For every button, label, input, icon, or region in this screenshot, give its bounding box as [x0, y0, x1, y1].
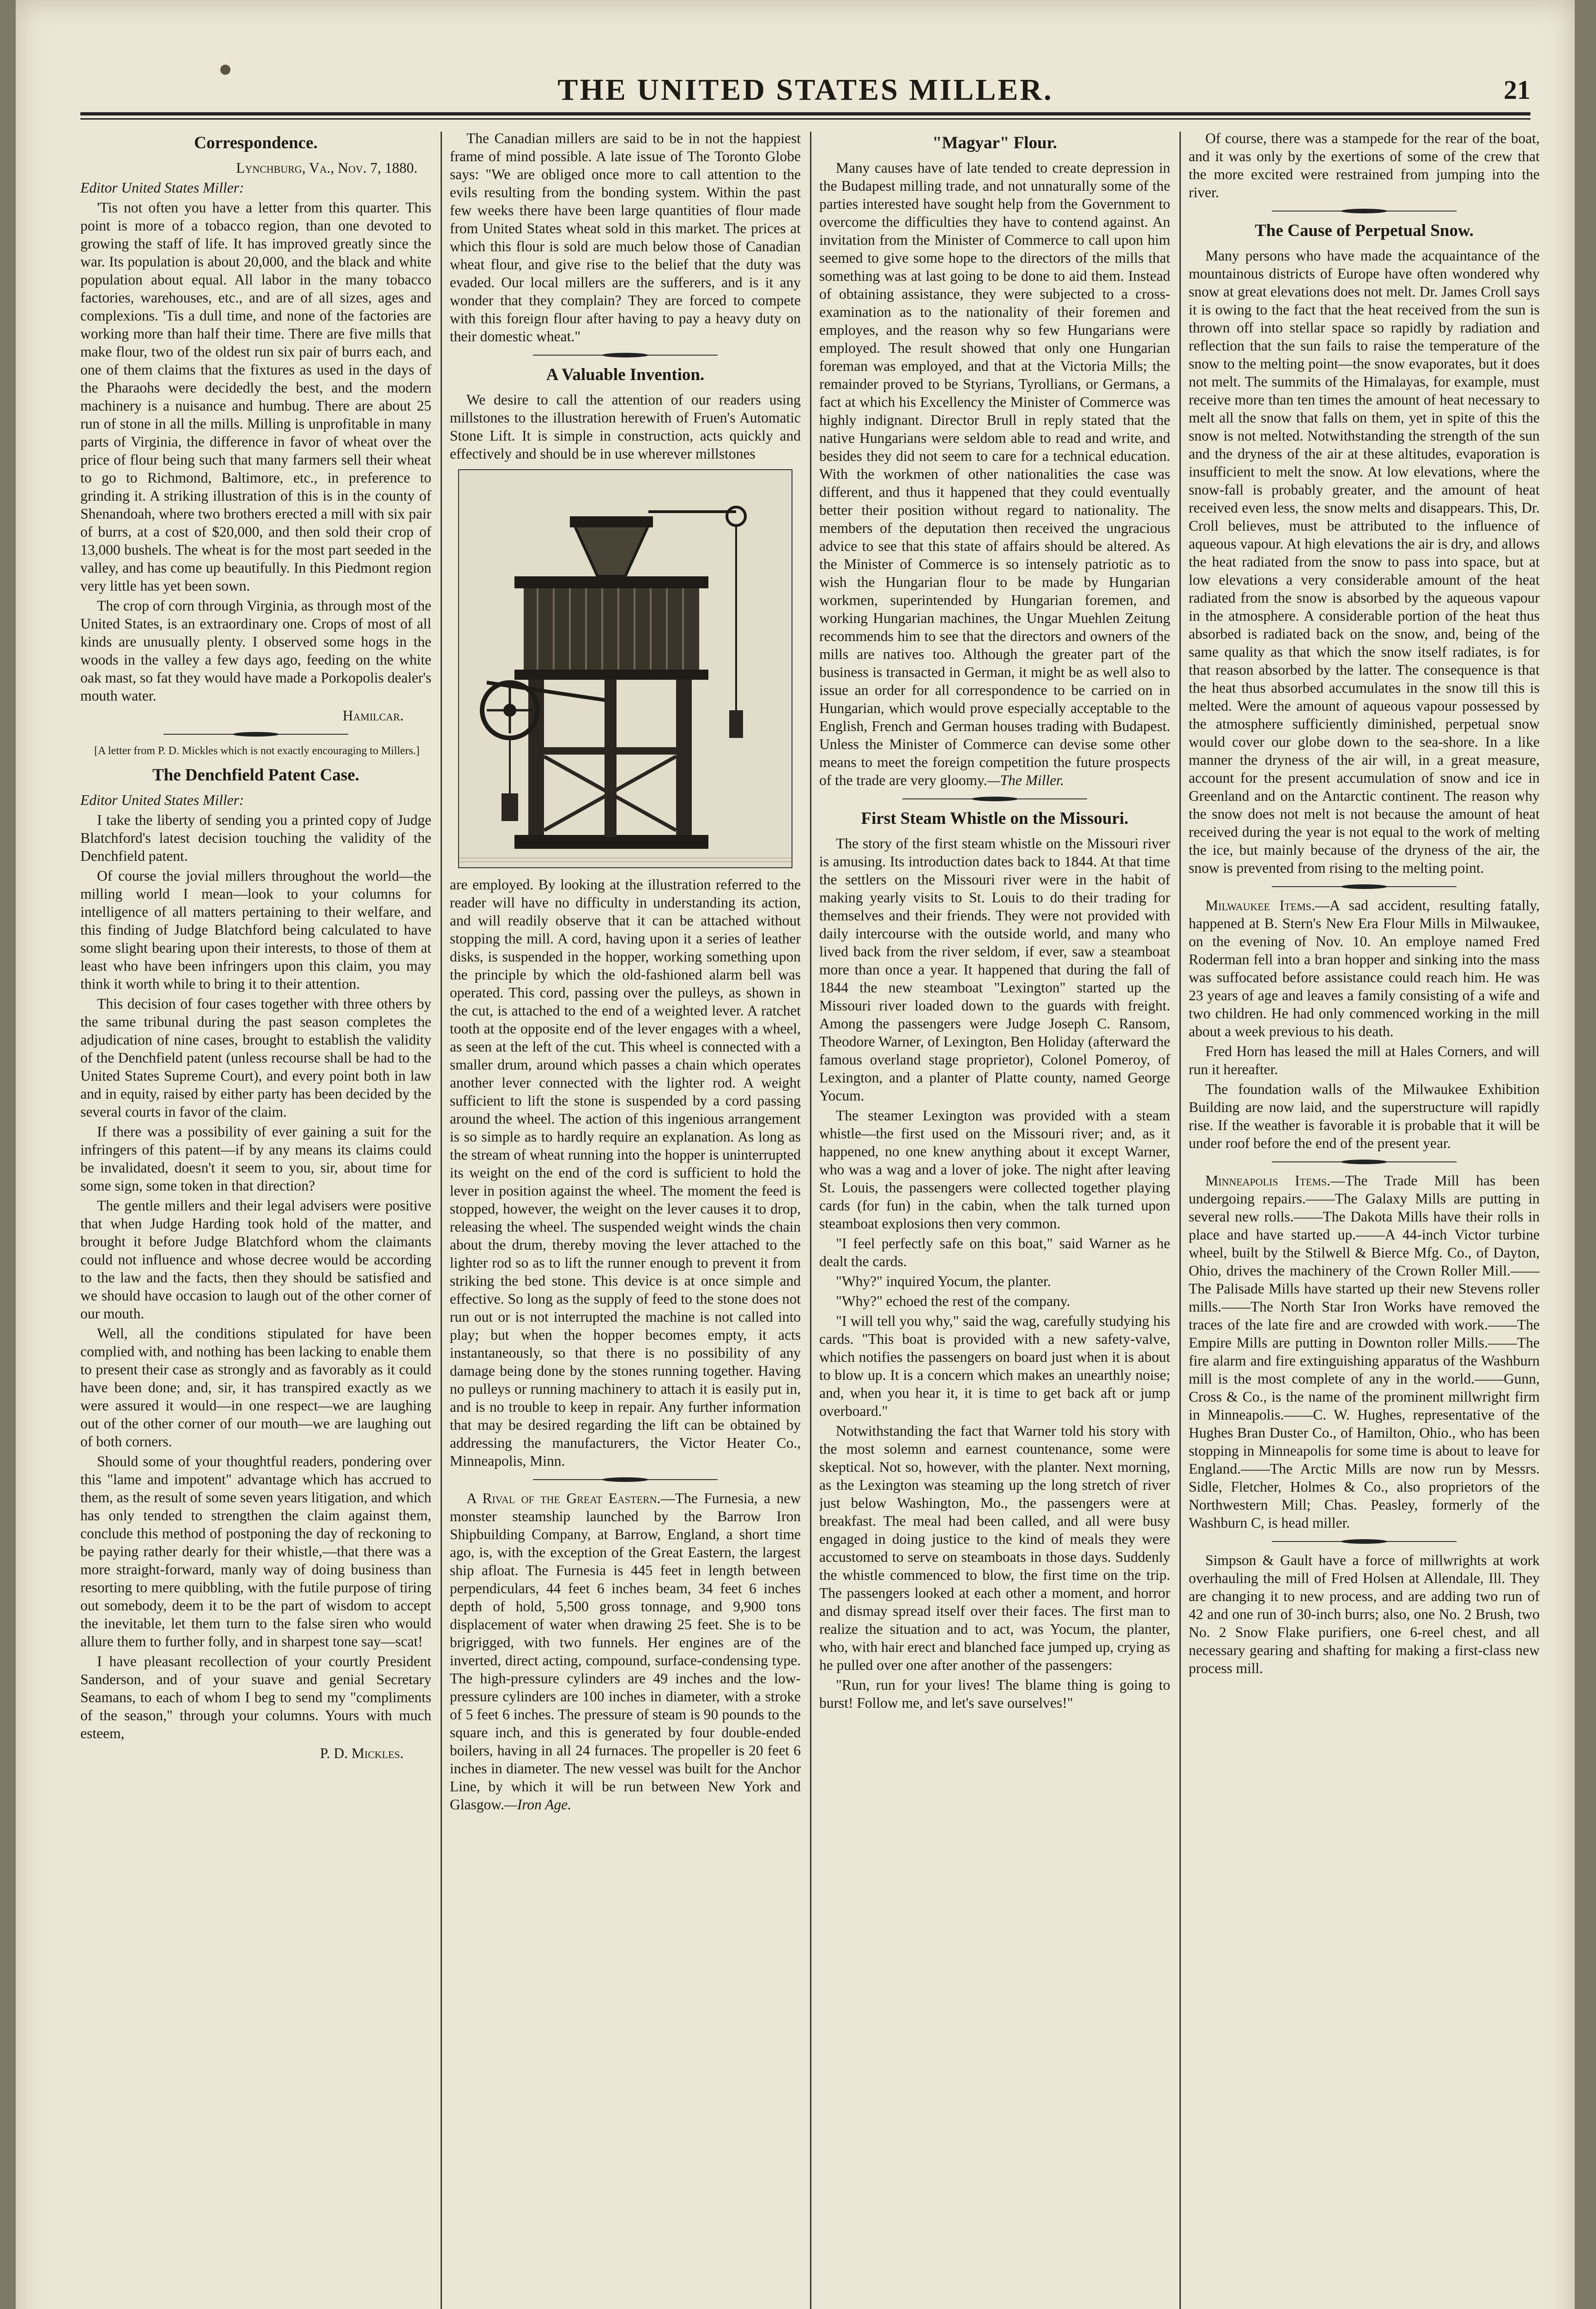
column-2: [450, 129, 801, 2309]
section-divider: [902, 796, 1087, 802]
section-divider: [533, 1476, 718, 1483]
masthead: [80, 69, 1530, 111]
paragraph: [450, 1489, 801, 1813]
paragraph: Well, all the conditions stipulated for have been complied with, and nothing has been lacking to enable them to present their case as strongly and as favorably as it could have been done; and, sir, it has transpired exactly as we were assured it would—in one respect—we are laughing out of the other corner of our mouth—we are laughing out of both corners.: [80, 1325, 431, 1450]
section-divider: [163, 731, 348, 737]
paragraph: If there was a possibility of ever gaining a suit for the infringers of this patent—if by any means its claims could be invalidated, doesn't it seem to you, sir, about time for some sign, some token in that direction?: [80, 1124, 431, 1194]
salutation: Editor United States Miller:: [80, 792, 244, 808]
column-3: [819, 129, 1170, 2309]
invention-heading: A Valuable Invention.: [546, 365, 705, 384]
page-number: 21: [1504, 75, 1530, 105]
stone-lift-drawing: [459, 470, 792, 867]
paragraph: Of course, there was a stampede for the rear of the boat, and it was only by the exertions of some of the crew that the more excited were restrained from jumping into the river.: [1189, 130, 1540, 200]
paragraph: [819, 159, 1170, 789]
paragraph: "Why?" echoed the rest of the company.: [836, 1293, 1070, 1309]
paragraph: "Run, run for your lives! The blame thing is going to burst! Follow me, and let's save ourselves!": [819, 1677, 1170, 1711]
column-4: [1189, 129, 1540, 2309]
section-divider: [1272, 1538, 1457, 1545]
section-divider: [1272, 883, 1457, 890]
paragraph: Fred Horn has leased the mill at Hales Corners, and will run it hereafter.: [1189, 1043, 1540, 1077]
magyar-text: Many causes have of late tended to create depression in the Budapest milling trade, and not unnaturally some of the parties interested have sought help from the Government to overcome the difficulties they have to contend against. An invitation from the Minister of Commerce to call upon him seemed to give some hope to the directors of the mills that something was at last going to be done to aid them. Instead of obtaining assistance, they were subjected to a cross-examination as to the nationality of their foremen and employes, and the reason why so few Hungarians were employed. The result showed that only one Hungarian foreman was employed, and that at the Victoria Mills; the remainder proved to be Styrians, Tyrollians, or Germans, a fact at which his Excellency the Minister of Commerce was highly indignant. Director Brull in reply stated that the native Hungarians were seldom able to read and write, and besides they did not seem to care for a technical education. With the workmen of other nationalities the case was different, and thus it happened that they could eventually better their position without regard to nationality. The members of the deputation then received the ungracious advice to see that this state of affairs should be altered. As the Minister of Commerce is so intensely patriotic as to wish the Hungarian flour to be made by Hungarian workmen, superintended by Hungarian foremen, and working Hungarian machines, the Ungar Muehlen Zeitung recommends him to see that the directors and owners of the mills are natives too. Although the greater part of the business is transacted in German, it might be as well also to issue an order for all correspondence to be carried on in Hungarian, which would prove especially acceptable to the English, French and German houses trading with Budapest. Unless the Minister of Commerce can devise some other means to meet the foreign competition the future prospects of the trade are very gloomy.: [819, 160, 1170, 788]
stone-lift-illustration: [458, 469, 792, 868]
paragraph: The gentle millers and their legal advisers were positive that when Judge Harding took hold of the matter, and brought it before Judge Blatchford whom the claimants could not influence and whose decree would be according to the law and the facts, then they should be satisfied and we should have occasion to laugh out of the other corner of our mouth.: [80, 1197, 431, 1322]
paragraph: I have pleasant recollection of your courtly President Sanderson, and of your suave and genial Secretary Seamans, to each of whom I beg to send my "compliments of the season," through your columns. Yours with much esteem,: [80, 1653, 431, 1741]
column-rule: [1179, 132, 1181, 2309]
paragraph: Simpson & Gault have a force of millwrights at work overhauling the mill of Fred Holsen at Allendale, Ill. They are changing it to new process, and are adding two run of 42 and one run of 30-inch burrs; also, one No. 2 Brush, two No. 2 Snow Flake purifiers, one 6-reel chest, and all necessary gearing and shafting for making a first-class new process mill.: [1189, 1552, 1540, 1676]
paragraph: I take the liberty of sending you a printed copy of Judge Blatchford's latest decision touching the validity of the Denchfield patent.: [80, 812, 431, 864]
item-source: —Iron Age.: [504, 1796, 572, 1813]
whistle-heading: First Steam Whistle on the Missouri.: [861, 809, 1129, 828]
column-rule: [810, 132, 811, 2309]
magyar-heading: "Magyar" Flour.: [932, 133, 1057, 152]
item-lead: Minneapolis Items.: [1205, 1173, 1330, 1189]
paragraph: The story of the first steam whistle on the Missouri river is amusing. Its introduction dates back to 1844. At that time the settlers on the Missouri river were in the habit of making yearly visits to St. Louis to do their trading for themselves and their friends. They were not provided with daily intercourse with the outside world, and many who lived back from the river seldom, if ever, saw a steamboat more than once a year. It happened that during the fall of 1844 the new steamboat "Lexington" started up the Missouri river loaded down to the guards with freight. Among the passengers were Judge Joseph C. Ransom, Theodore Warner, of Lexington, Ben Holiday (afterward the famous overland stage proprietor), Colonel Pomeroy, of Lexington, and a planter of Platte county, named George Yocum.: [819, 835, 1170, 1104]
paragraph: [1189, 1172, 1540, 1532]
paragraph: The Canadian millers are said to be in not the happiest frame of mind possible. A late issue of The Toronto Globe says: "We are obliged once more to call attention to the evils resulting from the bonding system. Within the past few weeks there have been large quantities of flour made from United States wheat sold in this market. The prices at which this flour is sold are much below those of Canadian wheat flour, and give rise to the belief that the duty was evaded. Our local millers are the sufferers, and is it any wonder that they complain? They are forced to compete with this foreign flour after having to pay a heavy duty on their domestic wheat.": [450, 130, 801, 345]
signature: Hamilcar.: [342, 707, 404, 724]
column-1: [80, 129, 431, 2309]
paragraph: Many persons who have made the acquaintance of the mountainous districts of Europe have often wondered why snow at great elevations does not melt. Dr. James Croll says it is owing to the fact that the heat received from the sun is thrown off into stellar space so rapidly by radiation and reflection that the sun fails to raise the temperature of the snow to the melting point—the snow evaporates, but it does not melt. The summits of the Himalayas, for example, must receive more than ten times the amount of heat necessary to melt all the snow that falls on them, yet in spite of this the snow is not melted. Notwithstanding the strength of the sun and the dryness of the air at these altitudes, evaporation is insufficient to melt the snow. At low elevations, where the snow-fall is probably greater, and the amount of heat received even less, the snow melts and disappears. This, Dr. Croll believes, must be attributed to the influence of aqueous vapour. At high elevations the air is dry, and allows the heat radiated from the snow to pass into space, but at low elevations a very considerable amount of the heat radiated from the snow is absorbed by the aqueous vapour in the atmosphere. A considerable portion of the heat thus absorbed is radiated back on the snow, and, being of the same quality as that which the snow itself radiates, is for that reason absorbed by the latter. The consequence is that the heat thus absorbed accumulates in the snow till this is melted. Were the amount of aqueous vapour possessed by the atmosphere sufficiently diminished, perpetual snow would cover our globe down to the sea-shore. In a like manner the dryness of the air will, in a great measure, account for the present accumulation of snow and ice in Greenland and on the Antarctic continent. The reason why the snow does not melt is not because the amount of heat received during the year is not equal to the work of melting the ice, but mainly because of the dryness of the air, the snow is prevented from rising to the melting point.: [1189, 248, 1540, 876]
paragraph: Should some of your thoughtful readers, pondering over this "lame and impotent" advantage which has accrued to them, as the result of some seven years litigation, and which has only tended to strengthen the claim against them, conclude this method of postponing the day of reckoning to be paying rather dearly for their whistle,—that there was a more straight-forward, manly way of doing business than resorting to mere quibbling, with the futile purpose of tiring out somebody, deem it to be the part of wisdom to accept the inevitable, let them turn to the false siren who would allure them to further folly, and in sharpest tone say—scat!: [80, 1453, 431, 1650]
paragraph: Notwithstanding the fact that Warner told his story with the most solemn and earnest countenance, some were skeptical. Not so, however, with the planter. Next morning, as the Lexington was steaming up the long stretch of river just below Washington, Mo., the passengers were at breakfast. The meal had been called, and all were busy engaged in doing justice to the kind of meals they were accustomed to serve on steamboats in those days. Suddenly the whistle commenced to blow, the first time on the trip. The passengers looked at each other a moment, and horror and dismay spread itself over their faces. The first man to realize the situation and to act, was Yocum, the planter, who, with hair erect and blanched face jumped up, crying as he pulled over one after another of the passengers:: [819, 1423, 1170, 1673]
paragraph: "Why?" inquired Yocum, the planter.: [836, 1273, 1051, 1289]
item-source: —The Miller.: [987, 772, 1064, 788]
paragraph: "I feel perfectly safe on this boat," said Warner as he dealt the cards.: [819, 1235, 1170, 1269]
paragraph: This decision of four cases together with three others by the same tribunal during the past season completes the adjudication of nine cases, brought to establish the validity of the Denchfield patent (unless recourse shall be had to the United States Supreme Court), and every point both in law and in equity, raised by either party has been decided by the several courts in favor of the claim.: [80, 996, 431, 1120]
item-text: —The Furnesia, a new monster steamship launched by the Barrow Iron Shipbuilding Company, at Barrow, England, a short time ago, is, with the exception of the Great Eastern, the largest ship afloat. The Furnesia is 445 feet in length between perpendiculars, 44 feet 6 inches beam, 34 feet 6 inches depth of hold, 5,500 gross tonnage, and 9,900 tons displacement of water when drawing 25 feet. She is to be brigrigged, with two funnels. Her engines are of the inverted, direct acting, compound, surface-condensing type. The high-pressure cylinders are 49 inches and the low-pressure cylinders are 100 inches in diameter, with a stroke of 5 feet 6 inches. The pressure of steam is 90 pounds to the square inch, and this is generated by four double-ended boilers, having in all 24 furnaces. The propeller is 20 feet 6 inches in diameter. The new vessel was built for the Anchor Line, by which it will be run between New York and Glasgow.: [450, 1490, 801, 1813]
section-divider: [533, 352, 718, 358]
item-lead: Milwaukee Items.: [1205, 897, 1315, 913]
paragraph: The crop of corn through Virginia, as through most of the United States, is an extraordinary one. Crops of most of all kinds are unusually plenty. I observed some hogs in the woods in the valley a few days ago, feeding on the white oak mast, so fat they would have made a Porkopolis dealer's mouth water.: [80, 598, 431, 704]
masthead-title: THE UNITED STATES MILLER.: [557, 73, 1053, 107]
paragraph: We desire to call the attention of our readers using millstones to the illustration herewith of Fruen's Automatic Stone Lift. It is simple in construction, acts quickly and effectively and should be in use wherever millstones: [450, 392, 801, 462]
editor-note: [A letter from P. D. Mickles which is not exactly encouraging to Millers.]: [94, 745, 420, 757]
denchfield-heading: The Denchfield Patent Case.: [152, 766, 360, 785]
paragraph: "I will tell you why," said the wag, carefully studying his cards. "This boat is provided with a new safety-valve, which notifies the passengers on board just when it is about to blow up. It is a concern which makes an unearthly noise; and, when you hear it, it is time to get back aft or jump overboard.": [819, 1313, 1170, 1419]
snow-heading: The Cause of Perpetual Snow.: [1255, 221, 1474, 240]
item-text: —The Trade Mill has been undergoing repairs.——The Galaxy Mills are putting in several new rolls.——The Dakota Mills have their rolls in place and have started up.——A 44-inch Victor turbine wheel, built by the Stilwell & Bierce Mfg. Co., of Dayton, Ohio, drives the machinery of the Crown Roller Mill.——The Palisade Mills have started up their new Stevens roller mills.——The North Star Iron Works have removed the traces of the late fire and are crowded with work.——The Empire Mills are putting in Downton roller Mills.——The fire alarm and fire extinguishing apparatus of the Washburn mill is the most complete of any in the world.——Gunn, Cross & Co., is the name of the prominent millwright firm in Minneapolis.——C. W. Hughes, representative of the Hughes Bran Duster Co., of Hamilton, Ohio., who has been stopping in Minneapolis for some time is about to leave for England.——The Arctic Mills are now run by Messrs. Sidle, Fletcher, Holmes & Co., also proprietors of the Northwestern Mill; Chas. Peasley, formerly of the Washburn C, is head miller.: [1189, 1173, 1540, 1531]
item-text: —A sad accident, resulting fatally, happened at B. Stern's New Era Flour Mills in Milwaukee, on the evening of Nov. 10. An employe named Fred Roderman fell into a bran hopper and sinking into the mass was suffocated before assistance could reach him. He was 23 years of age and leaves a family consisting of a wife and two children. He had only commenced working in the mill about a week previous to his death.: [1189, 897, 1540, 1040]
section-divider: [1272, 1159, 1457, 1165]
dateline: Lynchburg, Va., Nov. 7, 1880.: [236, 160, 417, 176]
masthead-rule-thin: [80, 118, 1530, 120]
paragraph: Of course the jovial millers throughout the world—the milling world I mean—look to your columns for intelligence of all matters pertaining to their welfare, and this finding of Judge Blatchford being calculated to have some slight bearing upon their interests, to those of them at least who have been infringers upon this claim, you may think it worth while to bring it to their attention.: [80, 868, 431, 992]
paragraph: The steamer Lexington was provided with a steam whistle—the first used on the Missouri river; and, as it happened, no one knew anything about it except Warner, who was a wag and a lover of joke. The night after leaving St. Louis, the passengers were collected together playing cards (for fun) in the cabin, when the talk turned upon steamboat explosions then very common.: [819, 1107, 1170, 1232]
correspondence-heading: Correspondence.: [194, 133, 318, 152]
paragraph: The foundation walls of the Milwaukee Exhibition Building are now laid, and the superstructure will rapidly rise. If the weather is favorable it is probable that it will be under roof before the end of the present year.: [1189, 1081, 1540, 1151]
section-divider: [1272, 208, 1457, 214]
salutation: Editor United States Miller:: [80, 180, 244, 196]
signature: P. D. Mickles.: [320, 1745, 404, 1761]
paragraph: are employed. By looking at the illustration referred to the reader will have no difficulty in understanding its action, and will readily observe that it can be attached without stopping the mill. A cord, having upon it a series of leather disks, is suspended in the hopper, working something upon the principle by which the old-fashioned alarm bell was operated. This cord, passing over the pulleys, as shown in the cut, is attached to the end of a weighted lever. A ratchet tooth at the opposite end of the lever engages with a wheel, as seen at the left of the cut. This wheel is connected with a smaller drum, around which passes a chain which operates another lever connected with the lighter rod. A weight sufficient to lift the stone is suspended by a cord passing around the wheel. The action of this ingenious arrangement is so simple as to hardly require an explanation. As long as the stream of wheat running into the hopper is uninterrupted its weight on the end of the cord is sufficient to hold the lever in position against the wheel. The moment the feed is stopped, however, the weight on the lever causes it to drop, releasing the wheel. The suspended weight winds the chain about the drum, thereby moving the lever attached to the lighter rod so as to lift the runner enough to prevent it from striking the bed stone. This device is at once simple and effective. So long as the supply of feed to the stone does not run out or is not interrupted the machine is not called into play; but when the hopper becomes empty, it acts instantaneously, so that there is no possibility of any damage being done by the stones running together. Having no pulleys or running machinery to attach it is easily put in, and is no trouble to keep in repair. Any further information that may be desired regarding the lift can be obtained by addressing the manufacturers, the Victor Heater Co., Minneapolis, Minn.: [450, 876, 801, 1469]
masthead-rule: [80, 112, 1530, 115]
newspaper-page: [16, 0, 1575, 2309]
paragraph: 'Tis not often you have a letter from this quarter. This point is more of a tobacco region, than one devoted to growing the staff of life. It has improved greatly since the war. Its population is about 20,000, and the black and white population about equal. All labor in the many tobacco factories, warehouses, etc., and are of all sizes, ages and complexions. 'Tis a dull time, and none of the factories are working more than half their time. There are five mills that make flour, two of the oldest run six pair of burrs each, and one of them claims that the fixtures as used in the days of the Pharaohs were decidedly the best, and the modern machinery is a nuisance and humbug. There are about 25 run of stone in all the mills. Milling is unprofitable in many parts of Virginia, the difference in favor of wheat over the price of flour being such that many farmers sell their wheat to go to Richmond, Baltimore, etc., in preference to grinding it. A striking illustration of this is in the county of Shenandoah, where two brothers erected a mill with six pair of burrs, at a cost of $20,000, and then sold their crop of 13,000 bushels. The wheat is for the most part seeded in the valley, and has come up beautifully. In this Piedmont region very little has yet been sown.: [80, 199, 431, 594]
item-lead: A Rival of the Great Eastern.: [466, 1490, 661, 1506]
paragraph: [1189, 896, 1540, 1040]
column-rule: [441, 132, 442, 2309]
